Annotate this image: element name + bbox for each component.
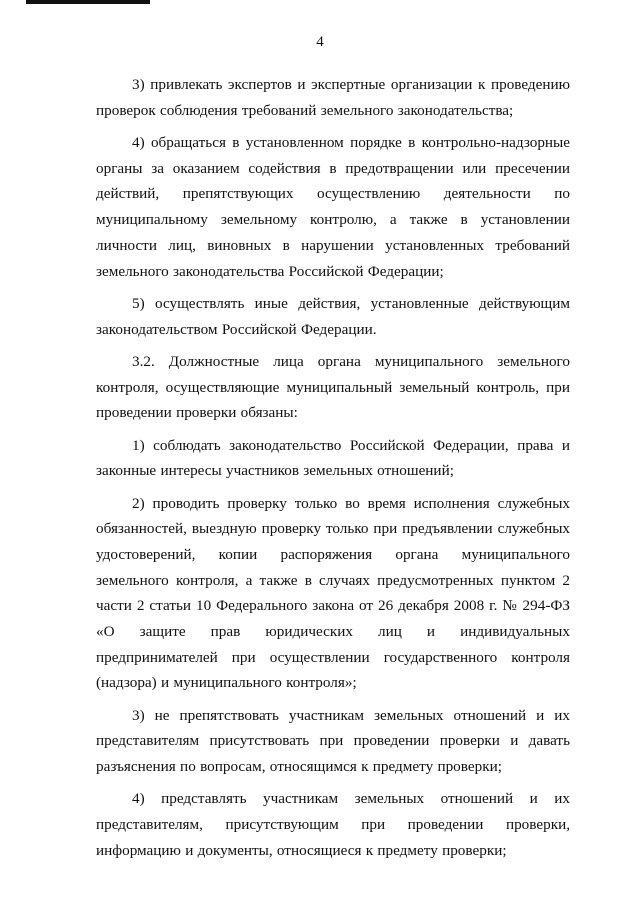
paragraph-duty-1: 1) соблюдать законодательство Российской Федерации, права и законные интересы участников земельных отношений; xyxy=(96,436,570,480)
paragraph-duty-4: 4) представлять участникам земельных отношений и их представителям, присутствующим при проведении проверки, информацию и документы, относящиеся к предмету проверки; xyxy=(96,790,570,859)
paragraph-item-4: 4) обращаться в установленном порядке в контрольно-надзорные органы за оказанием содействия в предотвращении или пресечении действий, препятствующих осуществлению деятельности по муниципальному земельному контролю, а также в установлении личности лиц, виновных в нарушении установленных требований земельного законодательства Российской Федерации; xyxy=(96,134,570,280)
paragraph-item-5: 5) осуществлять иные действия, установленные действующим законодательством Российской Федерации. xyxy=(96,294,570,338)
document-body xyxy=(96,72,570,870)
paragraph-duty-2: 2) проводить проверку только во время исполнения служебных обязанностей, выездную проверку только при предъявлении служебных удостоверений, копии распоряжения органа муниципального земельного контроля, а также в случаях предусмотренных пунктом 2 части 2 статьи 10 Федерального закона от 26 декабря 2008 г. № 294-ФЗ «О защите прав юридических лиц и индивидуальных предпринимателей при осуществлении государственного контроля (надзора) и муниципального контроля»; xyxy=(96,494,570,692)
paragraph-section-3-2: 3.2. Должностные лица органа муниципального земельного контроля, осуществляющие муниципальный земельный контроль, при проведении проверки обязаны: xyxy=(96,352,570,422)
paragraph-duty-3: 3) не препятствовать участникам земельных отношений и их представителям присутствовать при проведении проверки и давать разъяснения по вопросам, относящимся к предмету проверки; xyxy=(96,706,570,776)
paragraph-item-3: 3) привлекать экспертов и экспертные организации к проведению проверок соблюдения требований земельного законодательства; xyxy=(96,76,570,119)
page-number: 4 xyxy=(316,34,324,50)
top-edge-rule xyxy=(26,0,150,4)
